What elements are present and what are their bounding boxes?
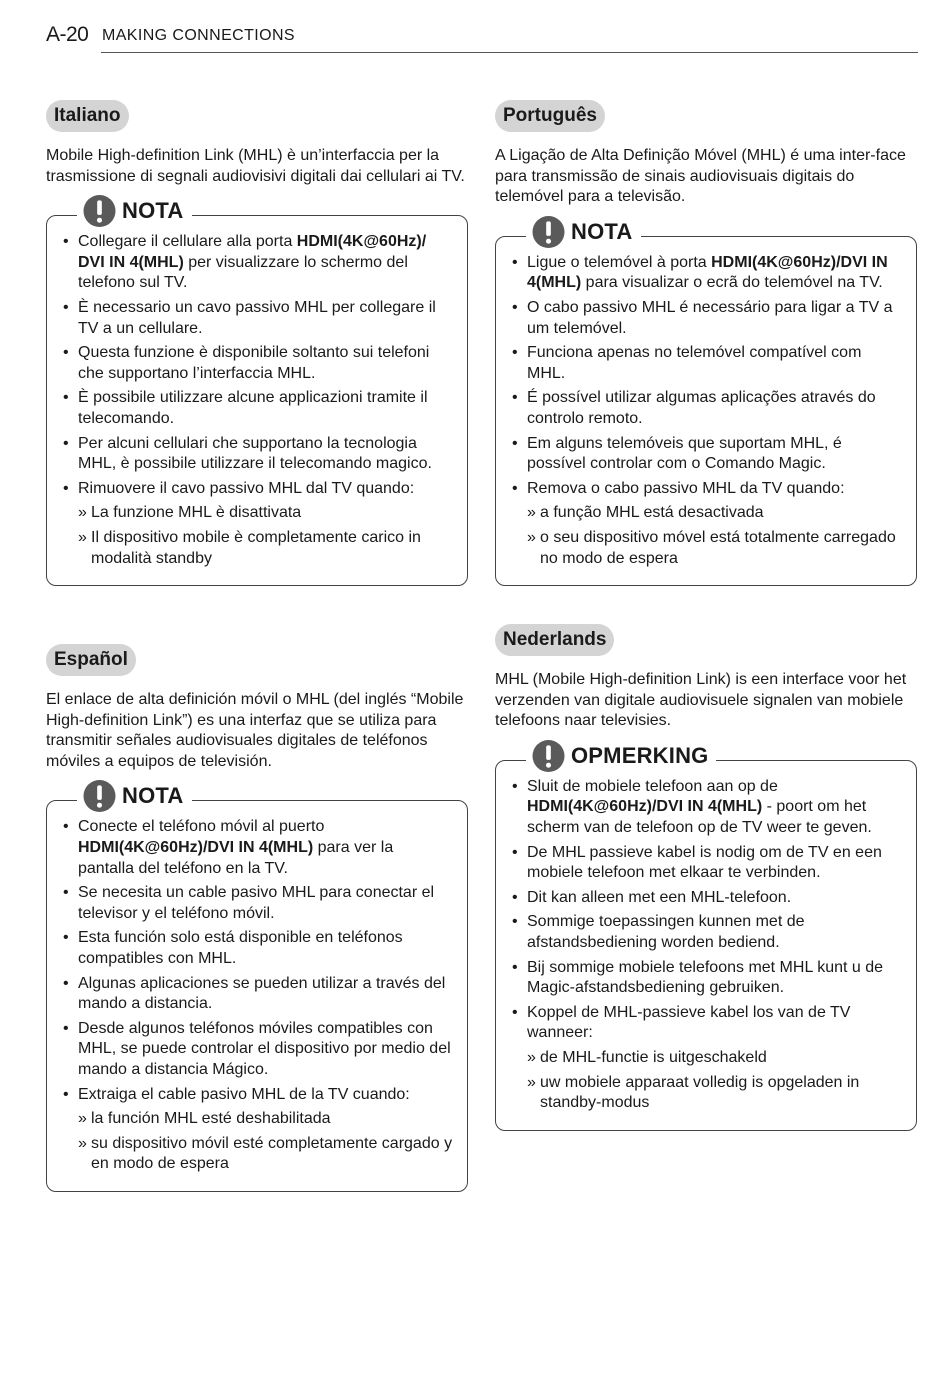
note-box (495, 218, 917, 586)
note-title: OPMERKING (571, 742, 709, 768)
list-item: • Sluit de mobiele telefoon aan op de HDMI(4K@60Hz)/DVI IN 4(MHL) - poort om het scherm van de telefoon op de TV weer te geven. (510, 777, 902, 839)
list-item: • Collegare il cellulare alla porta HDMI(4K@60Hz)/ DVI IN 4(MHL) per visualizzare lo schermo del telefono sul TV. (61, 232, 453, 294)
list-item: • De MHL passieve kabel is nodig om de TV en een mobiele telefoon met elkaar te verbinden. (510, 843, 902, 884)
section-espanol (46, 644, 468, 1192)
list-item: • Ligue o telemóvel à porta HDMI(4K@60Hz)/DVI IN 4(MHL) para visualizar o ecrã do telemóvel na TV. (510, 253, 902, 294)
list-item: • Per alcuni cellulari che supportano la tecnologia MHL, è possibile utilizzare il telecomando magico. (61, 434, 453, 475)
header-title: MAKING CONNECTIONS (102, 27, 295, 44)
exclamation-circle-icon (532, 739, 565, 773)
list-item: • Sommige toepassingen kunnen met de afstandsbediening worden bediend. (510, 912, 902, 953)
list-item: • É possível utilizar algumas aplicações através do controlo remoto. (510, 388, 902, 429)
list-item: • Questa funzione è disponibile soltanto sui telefoni che supportano l’interfaccia MHL. (61, 343, 453, 384)
note-box (46, 198, 468, 586)
list-item: • Extraiga el cable pasivo MHL de la TV cuando: » la función MHL esté deshabilitada » su dispositivo móvil esté completamente cargado y en modo de espera (61, 1085, 453, 1175)
note-list (61, 817, 453, 1175)
note-box (495, 742, 917, 1131)
sub-list-item: » o seu dispositivo móvel está totalmente carregado no modo de espera (527, 528, 902, 569)
note-label (77, 778, 192, 814)
note-label (526, 738, 716, 774)
note-title: NOTA (571, 218, 633, 244)
list-item: • Koppel de MHL-passieve kabel los van de TV wanneer: » de MHL-functie is uitgeschakeld » uw mobiele apparaat volledig is opgeladen in standby-modus (510, 1003, 902, 1114)
sub-list (527, 1048, 902, 1114)
list-item: • Esta función solo está disponible en teléfonos compatibles con MHL. (61, 928, 453, 969)
intro-paragraph: Mobile High-definition Link (MHL) è un’interfaccia per la trasmissione di segnali audiovisivi digitali dai cellulari ai TV. (46, 147, 465, 185)
note-title: NOTA (122, 783, 184, 809)
sub-list-item: » La funzione MHL è disattivata (78, 503, 453, 524)
list-item: • Algunas aplicaciones se pueden utilizar a través del mando a distancia. (61, 974, 453, 1015)
list-item: • Desde algunos teléfonos móviles compatibles con MHL, se puede controlar el dispositivo por medio del mando a distancia Mágico. (61, 1019, 453, 1081)
note-label (526, 214, 641, 250)
section-portugues (495, 100, 917, 586)
list-item: • Remova o cabo passivo MHL da TV quando: » a função MHL está desactivada » o seu dispositivo móvel está totalmente carregado no modo de espera (510, 479, 902, 569)
language-heading: Português (495, 100, 605, 132)
list-item: • Conecte el teléfono móvil al puerto HDMI(4K@60Hz)/DVI IN 4(MHL) para ver la pantalla del teléfono en la TV. (61, 817, 453, 879)
note-list (510, 253, 902, 569)
note-list (61, 232, 453, 569)
section-italiano (46, 100, 468, 586)
list-item: • Em alguns telemóveis que suportam MHL, é possível controlar com o Comando Magic. (510, 434, 902, 475)
list-item: • Se necesita un cable pasivo MHL para conectar el televisor y el teléfono móvil. (61, 883, 453, 924)
language-heading: Nederlands (495, 624, 614, 656)
note-box (46, 783, 468, 1192)
list-item: • È necessario un cavo passivo MHL per collegare il TV a un cellulare. (61, 298, 453, 339)
sub-list (78, 1109, 453, 1175)
intro-paragraph: El enlace de alta definición móvil o MHL (del inglés “Mobile High-definition Link”) es una interfaz que se utiliza para transmitir señales audiovisuales digitales de teléfonos móviles a equipos de televisión. (46, 691, 464, 770)
list-item: • È possibile utilizzare alcune applicazioni tramite il telecomando. (61, 388, 453, 429)
intro-paragraph: A Ligação de Alta Definição Móvel (MHL) é uma inter-face para transmissão de sinais audiovisuais digitais do telemóvel para a televisão. (495, 147, 906, 206)
sub-list-item: » a função MHL está desactivada (527, 503, 902, 524)
intro-paragraph: MHL (Mobile High-definition Link) is een interface voor het verzenden van digitale audiovisuele signalen van mobiele telefoons naar televisies. (495, 671, 907, 730)
page-header (46, 22, 918, 54)
page-number: A-20 (46, 23, 89, 46)
list-item: • Bij sommige mobiele telefoons met MHL kunt u de Magic-afstandsbediening gebruiken. (510, 958, 902, 999)
exclamation-circle-icon (532, 215, 565, 249)
header-divider (101, 52, 918, 53)
language-heading: Español (46, 644, 136, 676)
sub-list (78, 503, 453, 569)
sub-list-item: » Il dispositivo mobile è completamente carico in modalità standby (78, 528, 453, 569)
note-label (77, 193, 192, 229)
sub-list (527, 503, 902, 569)
sub-list-item: » uw mobiele apparaat volledig is opgeladen in standby-modus (527, 1073, 902, 1114)
sub-list-item: » su dispositivo móvil esté completamente cargado y en modo de espera (78, 1134, 453, 1175)
exclamation-circle-icon (83, 779, 116, 813)
exclamation-circle-icon (83, 194, 116, 228)
note-title: NOTA (122, 198, 184, 224)
list-item: • O cabo passivo MHL é necessário para ligar a TV a um telemóvel. (510, 298, 902, 339)
sub-list-item: » de MHL-functie is uitgeschakeld (527, 1048, 902, 1069)
list-item: • Dit kan alleen met een MHL-telefoon. (510, 888, 902, 909)
language-heading: Italiano (46, 100, 129, 132)
list-item: • Rimuovere il cavo passivo MHL dal TV quando: » La funzione MHL è disattivata » Il dispositivo mobile è completamente carico in modalità standby (61, 479, 453, 569)
sub-list-item: » la función MHL esté deshabilitada (78, 1109, 453, 1130)
list-item: • Funciona apenas no telemóvel compatível com MHL. (510, 343, 902, 384)
note-list (510, 777, 902, 1114)
section-nederlands (495, 624, 917, 1131)
